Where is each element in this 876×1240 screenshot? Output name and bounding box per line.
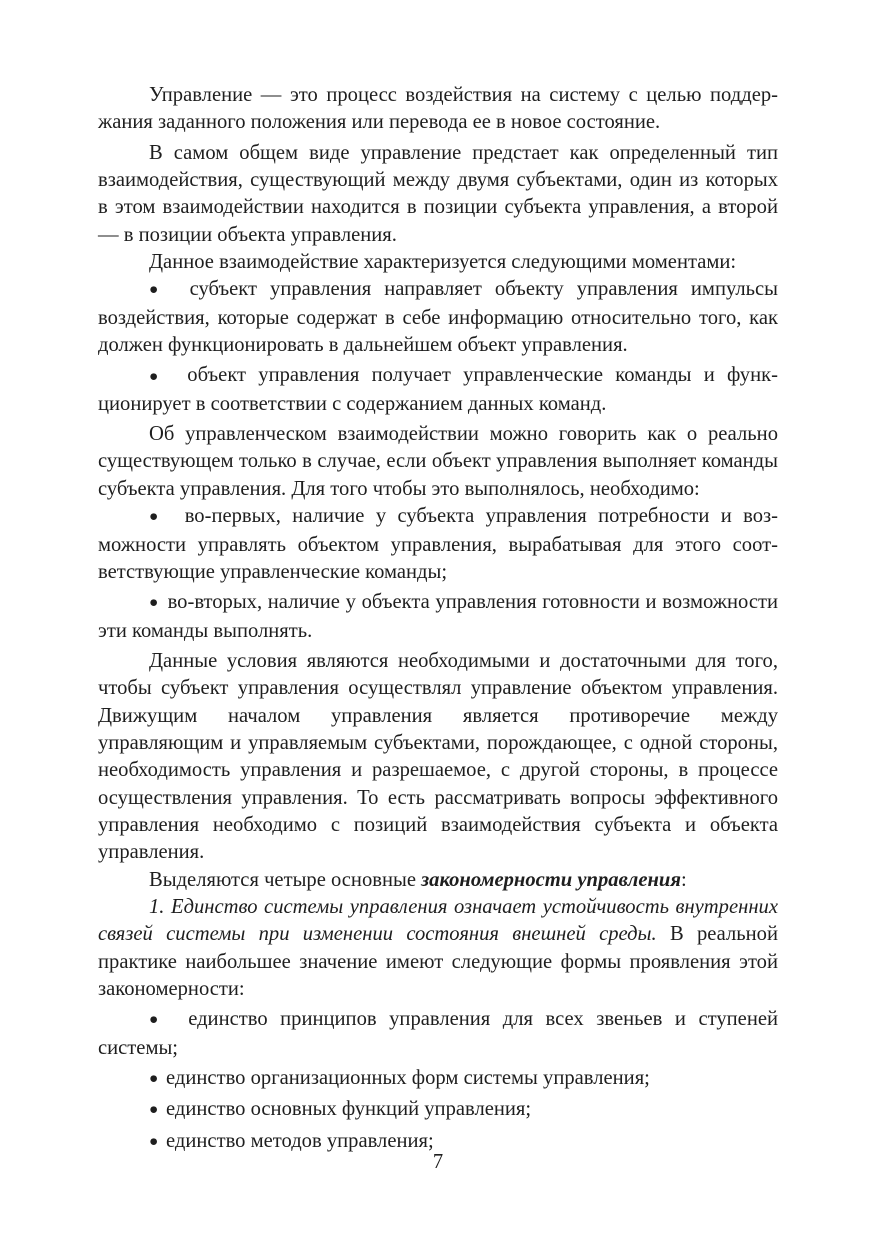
bullet-item: ● единство организационных форм системы управления;	[98, 1065, 778, 1093]
bullet-item: ● объект управления получает управленческие команды и функционирует в соответствии с содержанием данных команд.	[98, 362, 778, 418]
bullet-item: ● единство основных функций управления;	[98, 1096, 778, 1124]
paragraph: В самом общем виде управление предстает как определенный тип взаимодействия, существующий между двумя субъектами, один из которых в этом взаимодействии находится в позиции субъекта управления, а второй — в позиции объекта управления.	[98, 141, 778, 246]
page-body	[98, 82, 778, 1156]
paragraph: Управление — это процесс воздействия на систему с целью поддержания заданного положения или перевода ее в новое состояние.	[98, 84, 778, 134]
laws-intro-text: Выделяются четыре основные	[149, 868, 422, 891]
bullet-item: ● во-первых, наличие у субъекта управления потребности и возможности управлять объектом управления, вырабатывая для этого соответствующие управленческие команды;	[98, 503, 778, 586]
law-1-definition: 1. Единство системы управления означает устойчивость внутренних связей системы при изменении состояния внешней среды.	[98, 895, 778, 946]
laws-emphasis: закономерности управления	[421, 868, 681, 891]
paragraph: Данные условия являются необходимыми и достаточными для того, чтобы субъект управления осуществлял управление объектом управления. Движущим началом управления является противоречие между управляющим и управляемым субъектами, порождающее, с одной стороны, необходимость управления и разрешаемое, с другой стороны, в процессе осуществления управления. То есть рассматривать вопросы эффективного управления необходимо с позиций взаимодействия субъекта и объекта управления.	[98, 649, 778, 864]
laws-intro-end: :	[680, 868, 687, 891]
bullet-item: ● единство принципов управления для всех звеньев и ступеней системы;	[98, 1006, 778, 1062]
paragraph-laws-intro	[98, 867, 778, 894]
paragraph-law-1	[98, 894, 778, 1003]
page-number: 7	[432, 1151, 444, 1173]
law-1-text: В реальной практике наибольшее значение имеют следующие формы проявления этой закономерности:	[98, 923, 778, 1000]
bullet-item: ● во-вторых, наличие у объекта управления готовности и возможности эти команды выполнять.	[98, 589, 778, 645]
paragraph: Данное взаимодействие характеризуется следующими моментами:	[149, 251, 737, 274]
bullet-item: ● субъект управления направляет объекту управления импульсы воздействия, которые содержат в себе информацию относительно того, как должен функционировать в дальнейшем объект управления.	[98, 276, 778, 359]
bullet-item: ● единство методов управления;	[98, 1128, 778, 1156]
paragraph: Об управленческом взаимодействии можно говорить как о реально существующем только в случае, если объект управления выполняет команды субъекта управления. Для того чтобы это выполнялось, необходимо:	[98, 423, 778, 500]
